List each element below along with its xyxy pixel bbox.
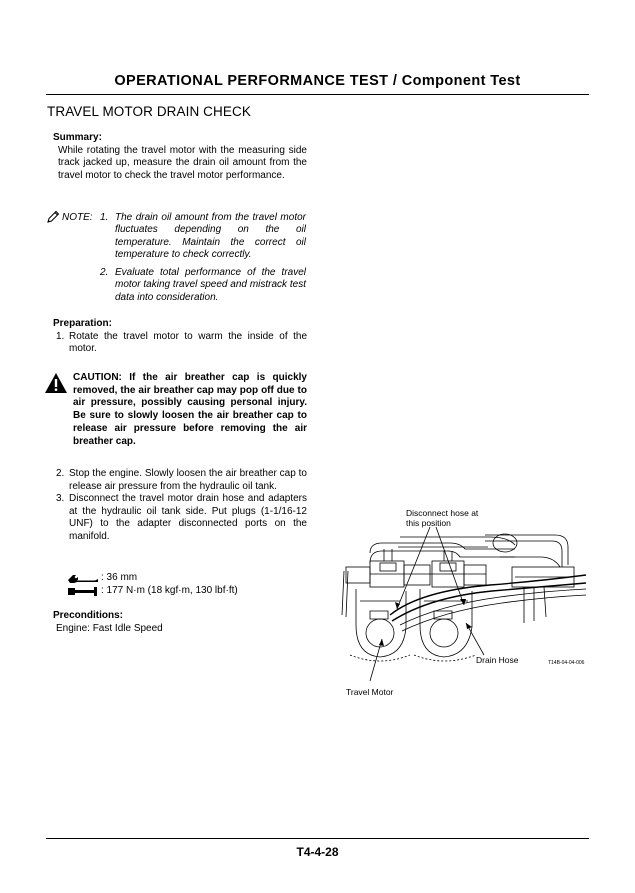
wrench-icon: [67, 573, 99, 583]
note-item: [100, 267, 306, 304]
preconditions-label: Preconditions:: [53, 610, 124, 621]
step-number: 2.: [56, 468, 65, 479]
note-item-text: The drain oil amount from the travel motor fluctuates depending on the oil temperature. Maintain the correct oil temperature to check correctly.: [115, 212, 306, 261]
preparation-step: [53, 468, 307, 493]
note-block: [46, 210, 308, 303]
travel-motor-illustration: [340, 505, 590, 700]
torque-wrench-icon: [67, 586, 99, 596]
note-label: NOTE:: [62, 212, 93, 223]
preparation-steps-continued: [53, 468, 307, 544]
caution-block: [44, 372, 307, 448]
callout-disconnect-position: this position: [406, 518, 451, 528]
note-item-number: 2.: [100, 267, 109, 278]
summary-block: [53, 132, 307, 182]
callout-drain-hose: Drain Hose: [476, 655, 519, 665]
preconditions-text: Engine: Fast Idle Speed: [56, 622, 163, 634]
page-header: OPERATIONAL PERFORMANCE TEST / Component Test: [114, 73, 521, 89]
section-title: TRAVEL MOTOR DRAIN CHECK: [47, 104, 251, 119]
preconditions-block: [53, 610, 307, 635]
preparation-label: Preparation:: [53, 318, 112, 329]
caution-text: CAUTION: If the air breather cap is quickly removed, the air breather cap may pop off due to air pressure, possibly causing personal injury. Be sure to slowly loosen the air breather cap to release air pressure before removing the air breather cap.: [73, 372, 307, 447]
warning-triangle-icon: [44, 372, 68, 394]
step-text: Stop the engine. Slowly loosen the air breather cap to release air pressure from the hydraulic oil tank.: [69, 468, 307, 492]
travel-motor-diagram: [340, 505, 590, 700]
preparation-step: [53, 493, 307, 543]
wrench-size: : 36 mm: [101, 572, 138, 583]
page-number: T4-4-28: [296, 845, 339, 859]
footer-rule: [46, 838, 589, 839]
callout-disconnect-hose: Disconnect hose at: [406, 508, 479, 518]
summary-label: Summary:: [53, 132, 102, 143]
summary-text: While rotating the travel motor with the measuring side track jacked up, measure the drain oil amount from the travel motor to check the travel motor performance.: [58, 144, 307, 181]
callout-travel-motor: Travel Motor: [346, 687, 394, 697]
step-number: 3.: [56, 493, 65, 505]
torque-value: : 177 N·m (18 kgf·m, 130 lbf·ft): [101, 585, 238, 596]
preparation-step: [53, 331, 307, 356]
pencil-icon: [46, 210, 60, 224]
step-text: Rotate the travel motor to warm the inside of the motor.: [69, 330, 307, 355]
header-rule: [46, 94, 589, 95]
note-item-text: Evaluate total performance of the travel motor taking travel speed and mistrack test data into consideration.: [115, 267, 306, 303]
note-item-number: 1.: [100, 212, 109, 223]
step-number: 1.: [56, 330, 65, 342]
note-item: [100, 212, 306, 262]
figure-id: T14B-04-04-006: [548, 660, 585, 666]
step-text: Disconnect the travel motor drain hose and adapters at the hydraulic oil tank side. Put plugs (1-1/16-12 UNF) to the adapter disconnected ports on the manifold.: [69, 493, 307, 542]
preparation-block: [53, 318, 307, 356]
